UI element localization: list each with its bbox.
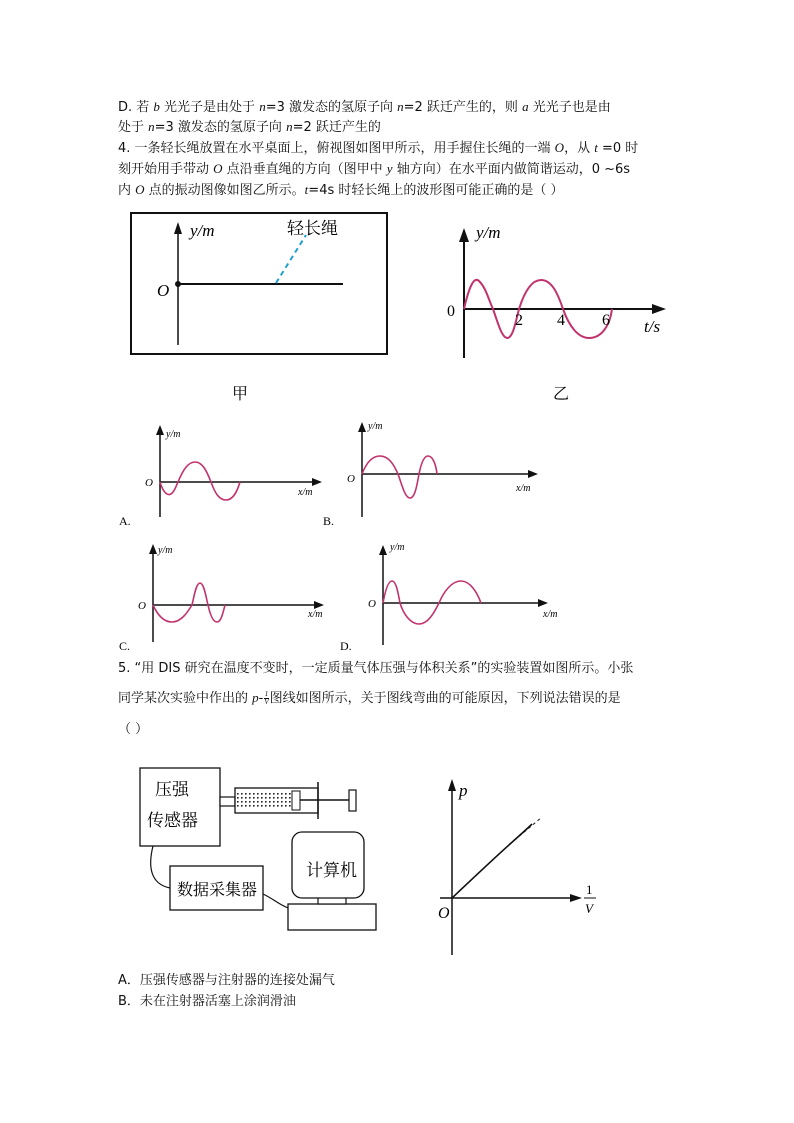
option-a-y-label: y/m <box>166 429 181 440</box>
q5-stem-line3: （ ） <box>118 722 149 737</box>
pressure-sensor-label-1: 压强 <box>155 780 189 800</box>
option-c-x-label: x/m <box>308 609 323 620</box>
computer-label: 计算机 <box>306 861 357 881</box>
option-d-origin: O <box>368 598 376 610</box>
option-d-y-label: y/m <box>390 542 405 553</box>
option-a-label: A. <box>119 514 131 528</box>
option-d-label: D. <box>340 639 352 653</box>
q3-option-d-line2: 处于 n=3 激发态的氢原子向 n=2 跃迁产生的 <box>118 119 381 135</box>
option-b-x-label: x/m <box>516 483 531 494</box>
inv-v-num: 1 <box>586 882 593 897</box>
option-b-y-label: y/m <box>368 421 383 432</box>
option-c-origin: O <box>138 600 146 612</box>
origin-label: O <box>438 905 450 922</box>
q4-stem-line1: 4. 一条轻长绳放置在水平桌面上，俯视图如图甲所示，用手握住长绳的一端 O，从 t =0 时 <box>118 140 639 156</box>
inv-v-axis-arrow <box>570 894 582 902</box>
option-c-label: C. <box>119 639 131 653</box>
inv-v-den: V <box>585 901 593 916</box>
figure-jia-origin-label: O <box>157 281 170 300</box>
data-collector-label: 数据采集器 <box>177 880 258 899</box>
figure-jia-caption: 甲 <box>232 384 249 403</box>
figure-yi-tick-4: 4 <box>557 312 565 329</box>
q5-option-b: B．未在注射器活塞上涂润滑油 <box>118 994 296 1009</box>
q5-option-a: A．压强传感器与注射器的连接处漏气 <box>118 973 335 988</box>
option-a-origin: O <box>145 477 153 489</box>
q5-stem-line1: 5. “用 DIS 研究在温度不变时，一定质量气体压强与体积关系”的实验装置如图所示。小张 <box>118 661 634 676</box>
figure-yi-caption: 乙 <box>553 384 570 403</box>
q3-option-d-line1: D. 若 b 光光子是由处于 n=3 激发态的氢原子向 n=2 跃迁产生的，则 a 光光子也是由 <box>118 99 611 115</box>
figure-jia-y-label: y/m <box>190 221 215 240</box>
figure-yi-tick-6: 6 <box>602 312 610 329</box>
q4-stem-line3: 内 O 点的振动图像如图乙所示。t=4s 时轻长绳上的波形图可能正确的是（ ） <box>118 182 564 198</box>
p-axis-arrow <box>448 779 456 791</box>
q4-stem-line2: 刻开始用手带动 O 点沿垂直绳的方向（图甲中 y 轴方向）在水平面内做简谐运动，0 ~6s <box>118 161 631 177</box>
pressure-sensor-label-2: 传感器 <box>147 811 198 831</box>
option-d-x-label: x/m <box>543 609 558 620</box>
option-b-label: B. <box>323 514 335 528</box>
q5-stem-line2: 同学某次实验中作出的 p- $\frac{1}{V}$ 图线如图所示，关于图线弯曲的可能原因，下列说法错误的是 <box>118 690 621 706</box>
figure-yi-tick-2: 2 <box>515 312 523 329</box>
option-a-x-label: x/m <box>298 487 313 498</box>
figure-jia-rope-label: 轻长绳 <box>287 219 338 239</box>
option-c-y-label: y/m <box>158 545 173 556</box>
experimental-curve <box>452 824 532 898</box>
figure-yi-origin-label: 0 <box>447 303 455 320</box>
option-b-origin: O <box>347 473 355 485</box>
figure-yi-t-label: t/s <box>644 317 661 336</box>
figure-yi-y-label: y/m <box>476 223 501 242</box>
p-axis-label: p <box>459 781 468 800</box>
q5-inline-fraction: $\frac{1}{V}$ <box>264 690 269 706</box>
